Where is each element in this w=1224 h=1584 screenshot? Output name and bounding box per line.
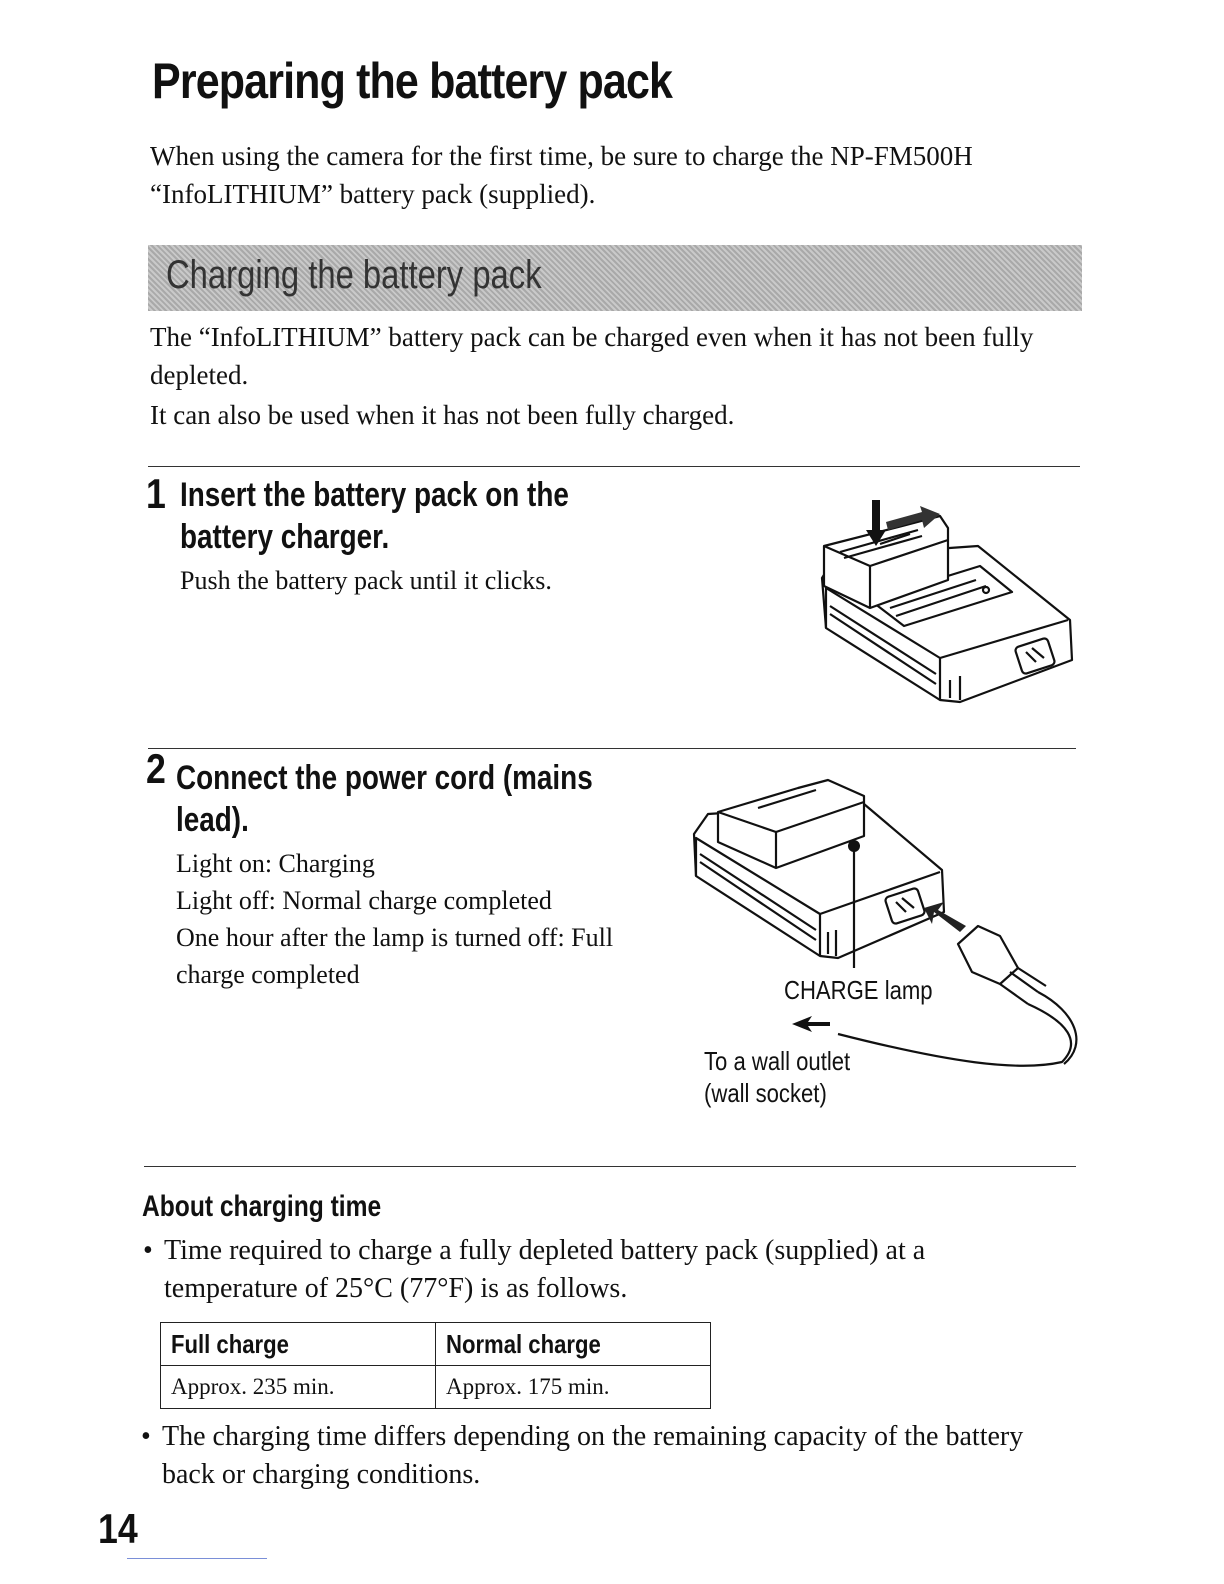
footer-rule xyxy=(127,1558,267,1559)
charge-lamp-label: CHARGE lamp xyxy=(784,975,933,1005)
step-2-heading-line2: lead). xyxy=(176,801,249,839)
step-1-body: Push the battery pack until it clicks. xyxy=(180,566,552,595)
table-cell: Approx. 235 min. xyxy=(161,1366,436,1409)
section-paragraph-1: The “InfoLITHIUM” battery pack can be charged even when it has not been fully depleted. xyxy=(150,322,1034,390)
outlet-label xyxy=(704,1045,850,1109)
table-header-row xyxy=(161,1323,711,1366)
charger-with-battery-illustration xyxy=(800,488,1090,718)
step-2-body-line: charge completed xyxy=(176,960,360,989)
bullet-text: Time required to charge a fully depleted battery pack (supplied) at a temperature of 25°C (77°F) is as follows. xyxy=(164,1235,926,1304)
step-1-number: 1 xyxy=(146,470,166,517)
step-2-body-line: Light off: Normal charge completed xyxy=(176,886,552,915)
step-1-heading xyxy=(180,474,639,558)
divider xyxy=(144,1166,1076,1167)
charger-power-cord-illustration xyxy=(688,772,1084,1072)
outlet-label-line1: To a wall outlet xyxy=(704,1046,851,1076)
table-row xyxy=(161,1366,711,1409)
divider xyxy=(148,748,1076,749)
step-1-heading-line2: battery charger. xyxy=(180,518,390,556)
step-2-body-line: One hour after the lamp is turned off: Full xyxy=(176,923,614,952)
table-header-cell: Normal charge xyxy=(436,1323,711,1366)
intro-paragraph: When using the camera for the first time, be sure to charge the NP-FM500H “InfoLITHIUM” battery pack (supplied). xyxy=(150,141,973,209)
outlet-label-line2: (wall socket) xyxy=(704,1078,827,1108)
step-1-heading-line1: Insert the battery pack on the xyxy=(180,476,569,514)
bullet-text: The charging time differs depending on the remaining capacity of the battery back or charging conditions. xyxy=(162,1421,1024,1490)
section-heading-bar xyxy=(148,245,1082,311)
step-2-heading xyxy=(176,757,635,841)
step-2-number: 2 xyxy=(146,745,166,792)
step-2-heading-line1: Connect the power cord (mains xyxy=(176,759,593,797)
step-2-body-line: Light on: Charging xyxy=(176,849,375,878)
section-paragraph-2: It can also be used when it has not been fully charged. xyxy=(150,400,735,430)
bullet-icon: • xyxy=(143,1235,153,1266)
charging-time-table xyxy=(160,1322,711,1409)
about-charging-heading: About charging time xyxy=(142,1190,382,1223)
table-header-cell: Full charge xyxy=(161,1323,436,1366)
bullet-item xyxy=(143,1232,1044,1308)
bullet-icon: • xyxy=(141,1421,151,1452)
divider xyxy=(148,466,1080,467)
page-title: Preparing the battery pack xyxy=(152,53,673,109)
step-2-body xyxy=(176,845,696,993)
page-number: 14 xyxy=(98,1505,138,1552)
bullet-item xyxy=(141,1418,1042,1494)
section-heading: Charging the battery pack xyxy=(166,253,542,297)
table-cell: Approx. 175 min. xyxy=(436,1366,711,1409)
